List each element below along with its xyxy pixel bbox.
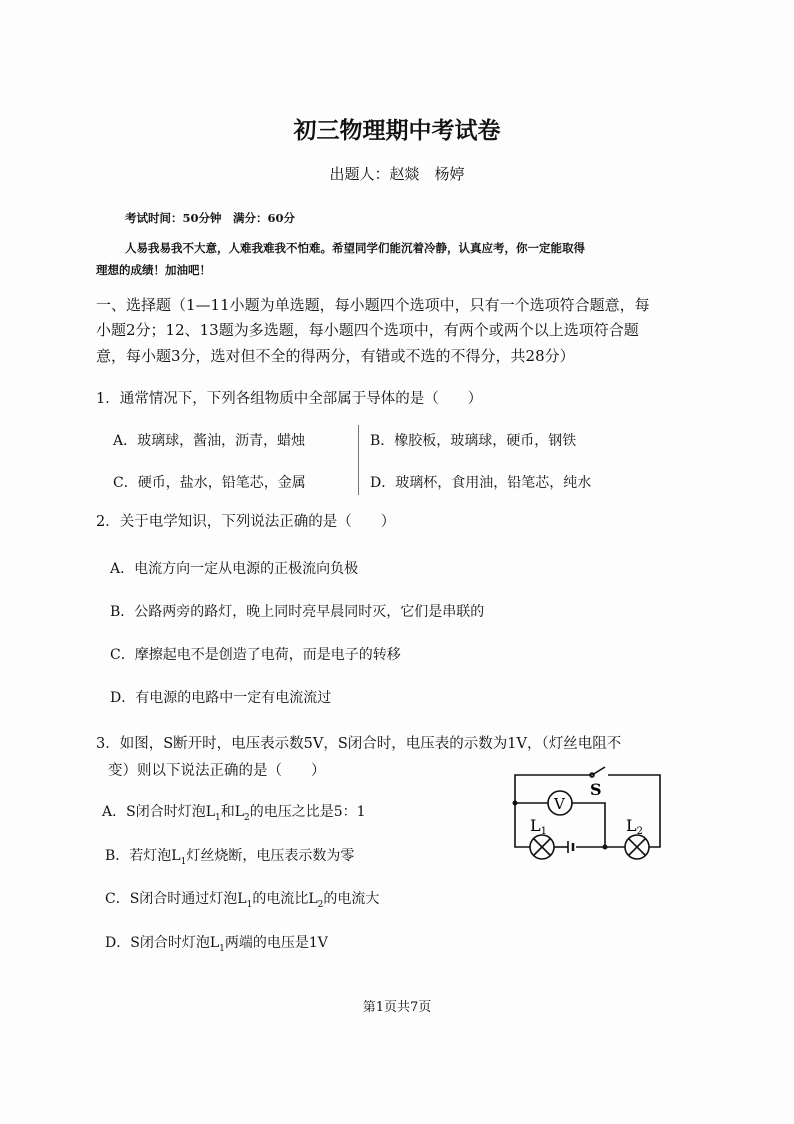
encouragement-line-2: 理想的成绩！加油吧！ xyxy=(96,263,211,277)
q3-stem-2: 变）则以下说法正确的是（ ） xyxy=(108,763,326,779)
q2-stem: 2．关于电学知识，下列说法正确的是（ ） xyxy=(96,514,396,530)
switch-label: S xyxy=(590,780,602,799)
section-heading-2: 小题2分；12、13题为多选题，每小题四个选项中，有两个或两个以上选项符合题 xyxy=(96,321,639,339)
q1-option-a: A．玻璃球，酱油，沥青，蜡烛 xyxy=(113,433,306,449)
q3-option-a: A．S闭合时灯泡$L_1$和$L_2$的电压之比是5：1 xyxy=(102,804,366,823)
page-title: 初三物理期中考试卷 xyxy=(293,117,501,144)
q3-option-d: D．S闭合时灯泡$L_1$两端的电压是1V xyxy=(105,935,328,954)
exam-info: 考试时间：50分钟 满分：60分 xyxy=(125,211,296,225)
q2-option-d: D．有电源的电路中一定有电流流过 xyxy=(110,690,332,706)
author-line: 出题人：赵燚 杨婷 xyxy=(329,165,465,183)
lamp1-label: L1 xyxy=(530,816,547,837)
encouragement-line-1: 人易我易我不大意，人难我难我不怕难。希望同学们能沉着冷静，认真应考，你一定能取得 xyxy=(125,241,585,255)
q1-option-d: D．玻璃杯，食用油，铅笔芯，纯水 xyxy=(370,475,592,491)
section-heading-3: 意，每小题3分，选对但不全的得两分，有错或不选的不得分，共28分） xyxy=(96,347,575,365)
q1-stem: 1．通常情况下，下列各组物质中全部属于导体的是（ ） xyxy=(96,391,483,407)
section-heading-1: 一、选择题（1—11小题为单选题，每小题四个选项中，只有一个选项符合题意，每 xyxy=(96,296,650,314)
lamp2-label: L2 xyxy=(626,816,643,837)
voltmeter-label: V xyxy=(554,795,565,813)
q1-option-b: B．橡胶板，玻璃球，硬币，钢铁 xyxy=(370,433,577,449)
q3-stem-1: 3．如图，S断开时，电压表示数5V，S闭合时，电压表的示数为1V，（灯丝电阻不 xyxy=(96,736,622,752)
q1-option-c: C．硬币，盐水，铅笔芯，金属 xyxy=(113,475,306,491)
q2-option-b: B．公路两旁的路灯，晚上同时亮早晨同时灭，它们是串联的 xyxy=(110,604,485,620)
page-footer: 第1页共7页 xyxy=(362,1000,432,1015)
q3-option-c: C．S闭合时通过灯泡$L_1$的电流比$L_2$的电流大 xyxy=(105,891,380,910)
q2-option-a: A．电流方向一定从电源的正极流向负极 xyxy=(110,561,359,577)
q2-option-c: C．摩擦起电不是创造了电荷，而是电子的转移 xyxy=(110,647,401,663)
q3-option-b: B．若灯泡$L_1$灯丝烧断，电压表示数为零 xyxy=(105,848,355,867)
